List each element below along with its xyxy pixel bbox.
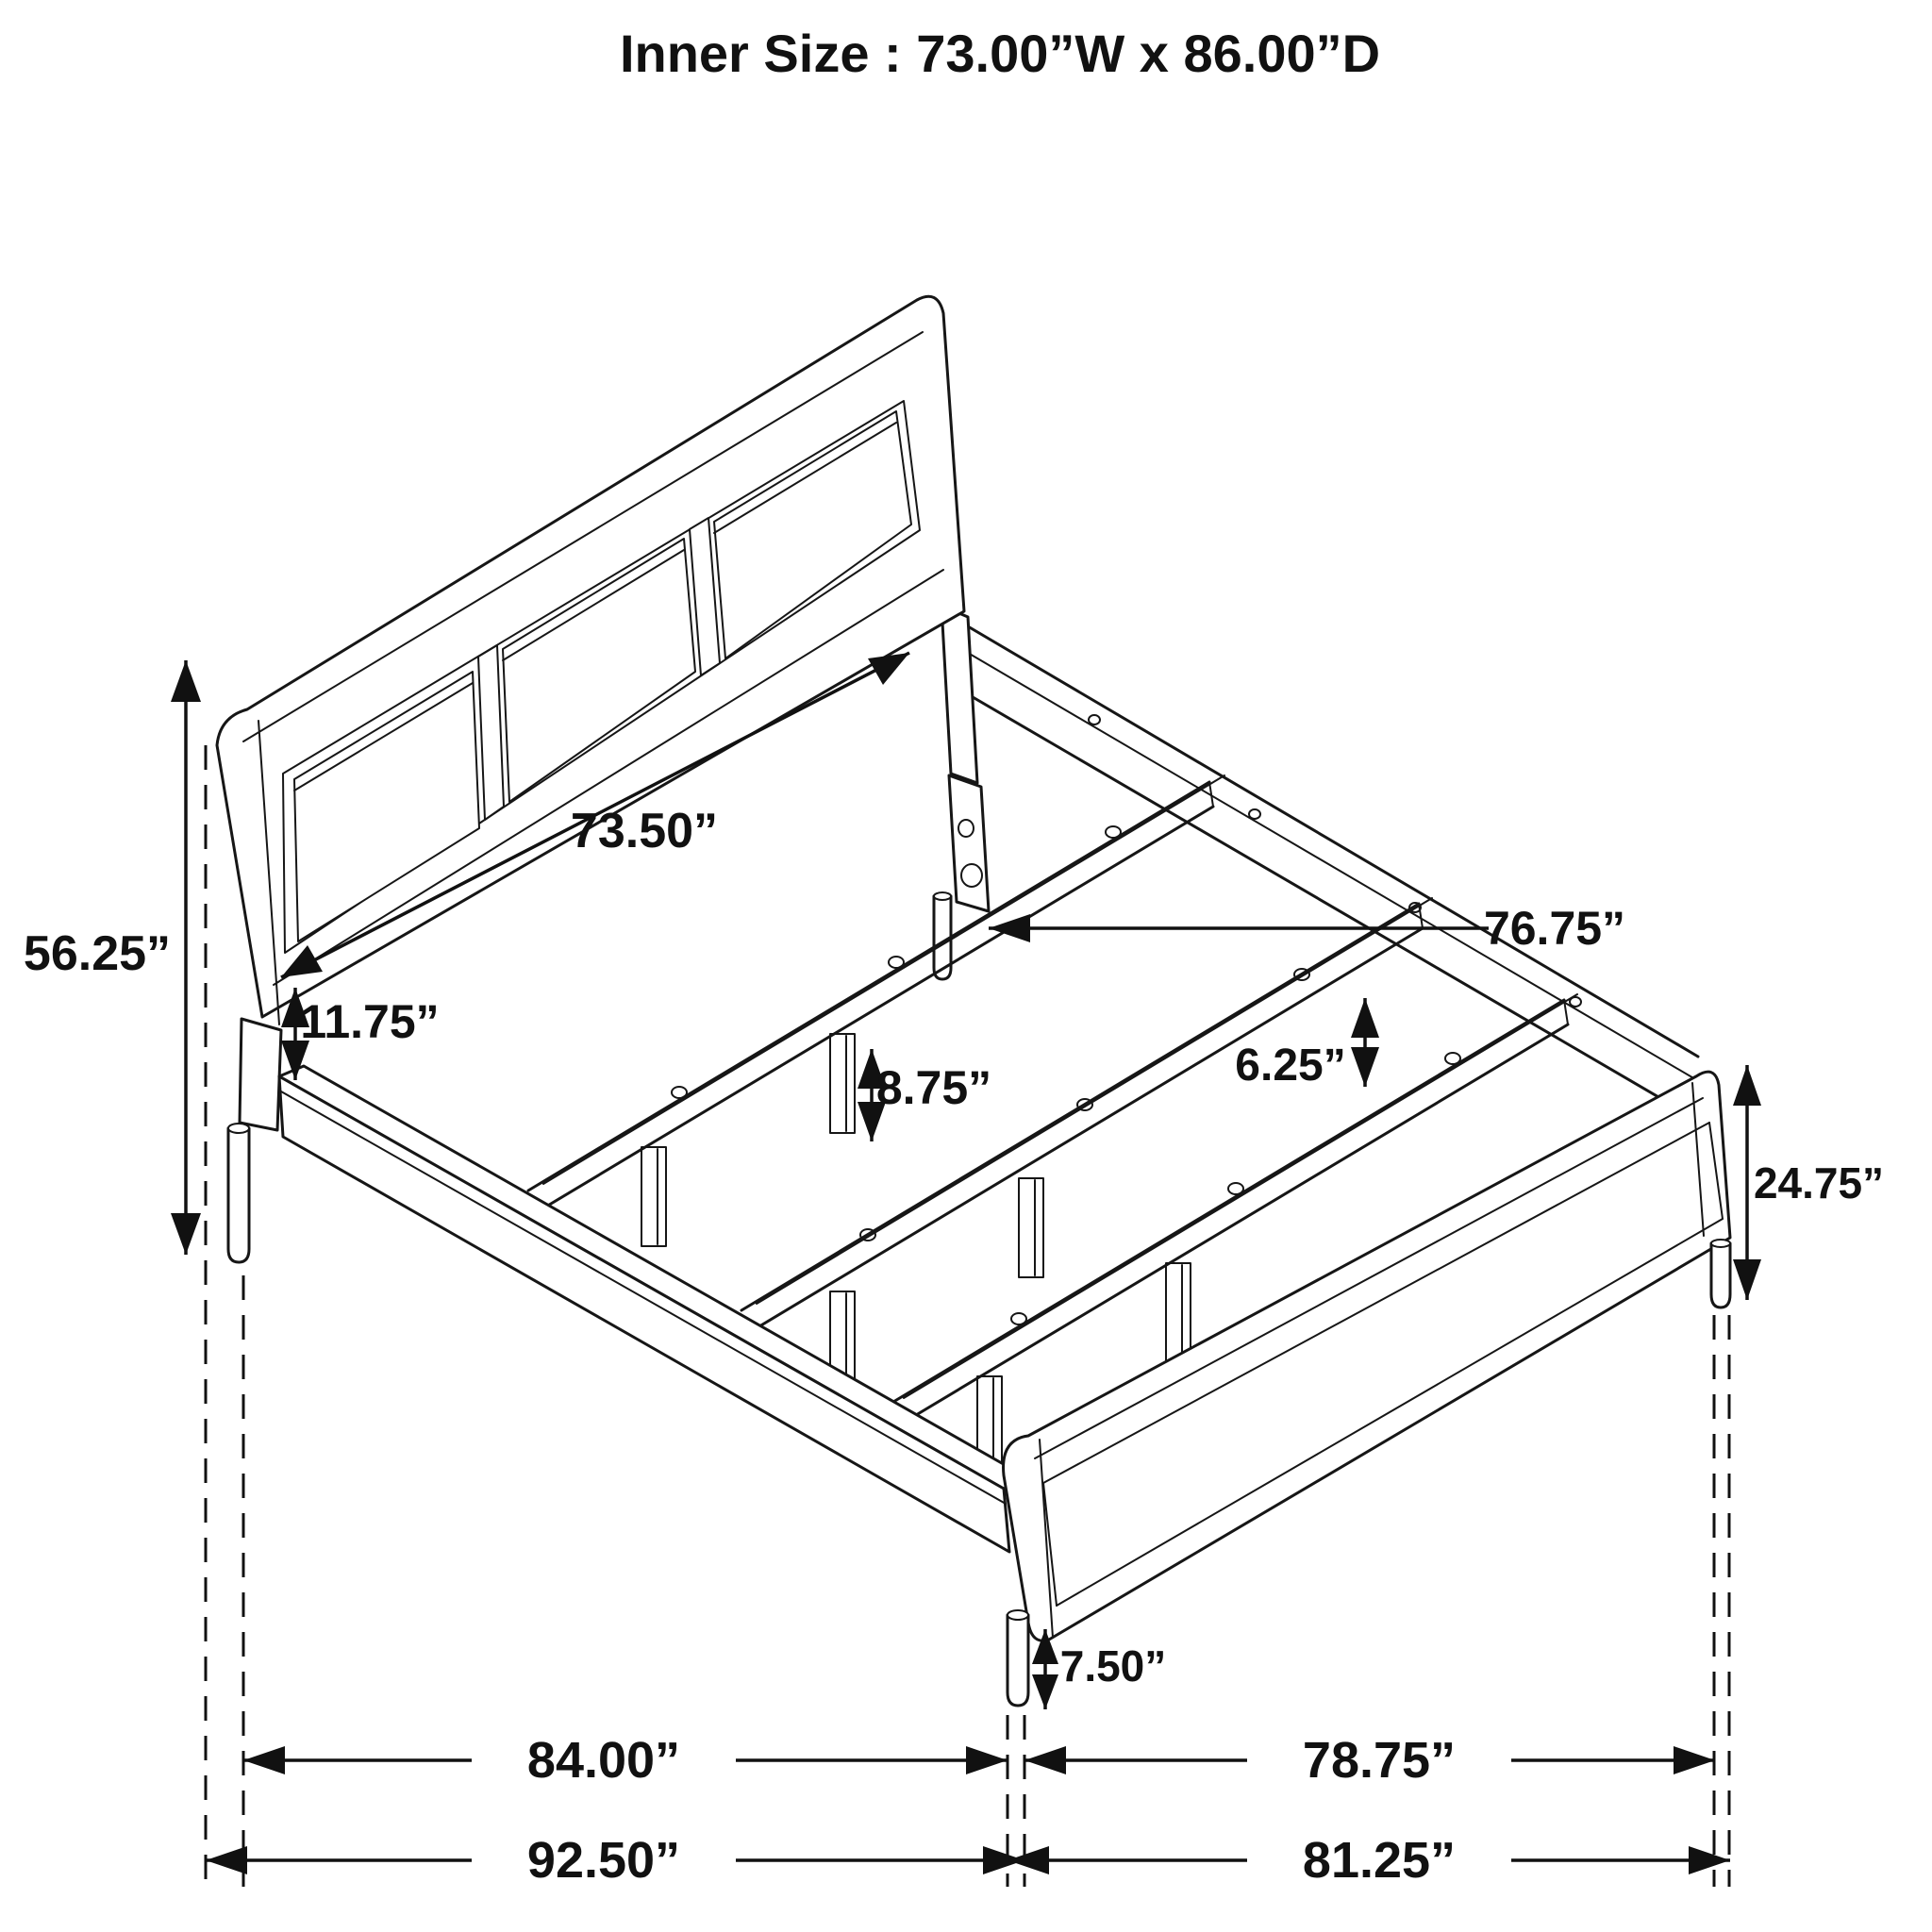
dim-label-headboard-width: 73.50”	[570, 804, 719, 858]
footboard-near-leg	[1008, 1615, 1028, 1706]
arrowhead-left-icon	[206, 1846, 247, 1874]
support-leg	[1019, 1178, 1043, 1277]
screw-icon	[1089, 715, 1100, 724]
far-rail-top-edge	[968, 626, 1698, 1057]
screw-icon	[889, 957, 904, 968]
arrowhead-up-icon	[171, 660, 201, 702]
support-leg	[830, 1034, 855, 1133]
arrowhead-up-icon	[1351, 998, 1379, 1038]
footboard	[1004, 1072, 1730, 1706]
dim-label-side-rail-length: 84.00”	[526, 1732, 681, 1789]
side-rail-near	[279, 1066, 1028, 1552]
leg-top-cap	[1711, 1240, 1730, 1247]
page-title: Inner Size : 73.00”W x 86.00”D	[619, 24, 1381, 83]
arrowhead-right-icon	[1674, 1746, 1715, 1774]
dim-label-panel-gap: 11.75”	[300, 995, 440, 1048]
slat-rail-bottom-edge	[532, 807, 1213, 1215]
dim-label-footboard-height: 24.75”	[1753, 1158, 1885, 1208]
slat-rail-top-face	[757, 898, 1432, 1304]
far-rail-ledge-line	[968, 653, 1702, 1083]
arrowhead-down-icon	[1351, 1047, 1379, 1087]
leg-top-cap	[228, 1124, 249, 1133]
dim-label-slat-rail-length: 76.75”	[1483, 902, 1626, 955]
dim-label-slat-clearance: 6.25”	[1235, 1041, 1346, 1091]
dim-label-foot-width: 81.25”	[1302, 1832, 1457, 1889]
dim-label-support-leg: 8.75”	[875, 1061, 992, 1114]
dim-label-headboard-height: 56.25”	[23, 926, 172, 981]
rail-bracket-plate	[949, 775, 989, 911]
dim-label-foot-leg: 7.50”	[1059, 1641, 1167, 1690]
arrowhead-down-icon	[171, 1213, 201, 1255]
screw-icon	[1106, 826, 1121, 838]
screw-icon	[672, 1087, 687, 1098]
arrowhead-down-icon	[1733, 1259, 1761, 1300]
footboard-outline	[1004, 1072, 1730, 1641]
headboard-right-post	[934, 606, 989, 979]
arrowhead-down-icon	[1032, 1674, 1058, 1709]
leg-top-cap	[934, 892, 951, 900]
left-post-block	[240, 1019, 281, 1130]
arrowhead-left-icon	[1008, 1846, 1049, 1874]
dim-label-overall-depth: 92.50”	[526, 1832, 681, 1889]
support-leg	[641, 1147, 666, 1246]
arrowhead-up-icon	[1733, 1065, 1761, 1106]
arrowhead-left-icon	[243, 1746, 285, 1774]
right-post-block	[941, 606, 977, 783]
near-rail-top-face	[279, 1066, 1028, 1489]
arrowhead-right-icon	[1689, 1846, 1730, 1874]
arrowhead-right-icon	[966, 1746, 1008, 1774]
footboard-far-leg	[1711, 1243, 1730, 1307]
screw-icon	[1249, 809, 1260, 819]
screw-icon	[1228, 1183, 1243, 1194]
support-leg	[1166, 1263, 1191, 1362]
leg-top-cap	[1008, 1610, 1028, 1620]
headboard-left-leg	[228, 1128, 249, 1262]
screw-icon	[1445, 1053, 1460, 1064]
screw-icon	[1011, 1313, 1026, 1324]
dim-label-leg-span: 78.75”	[1302, 1732, 1457, 1789]
arrowhead-left-icon	[1024, 1746, 1066, 1774]
